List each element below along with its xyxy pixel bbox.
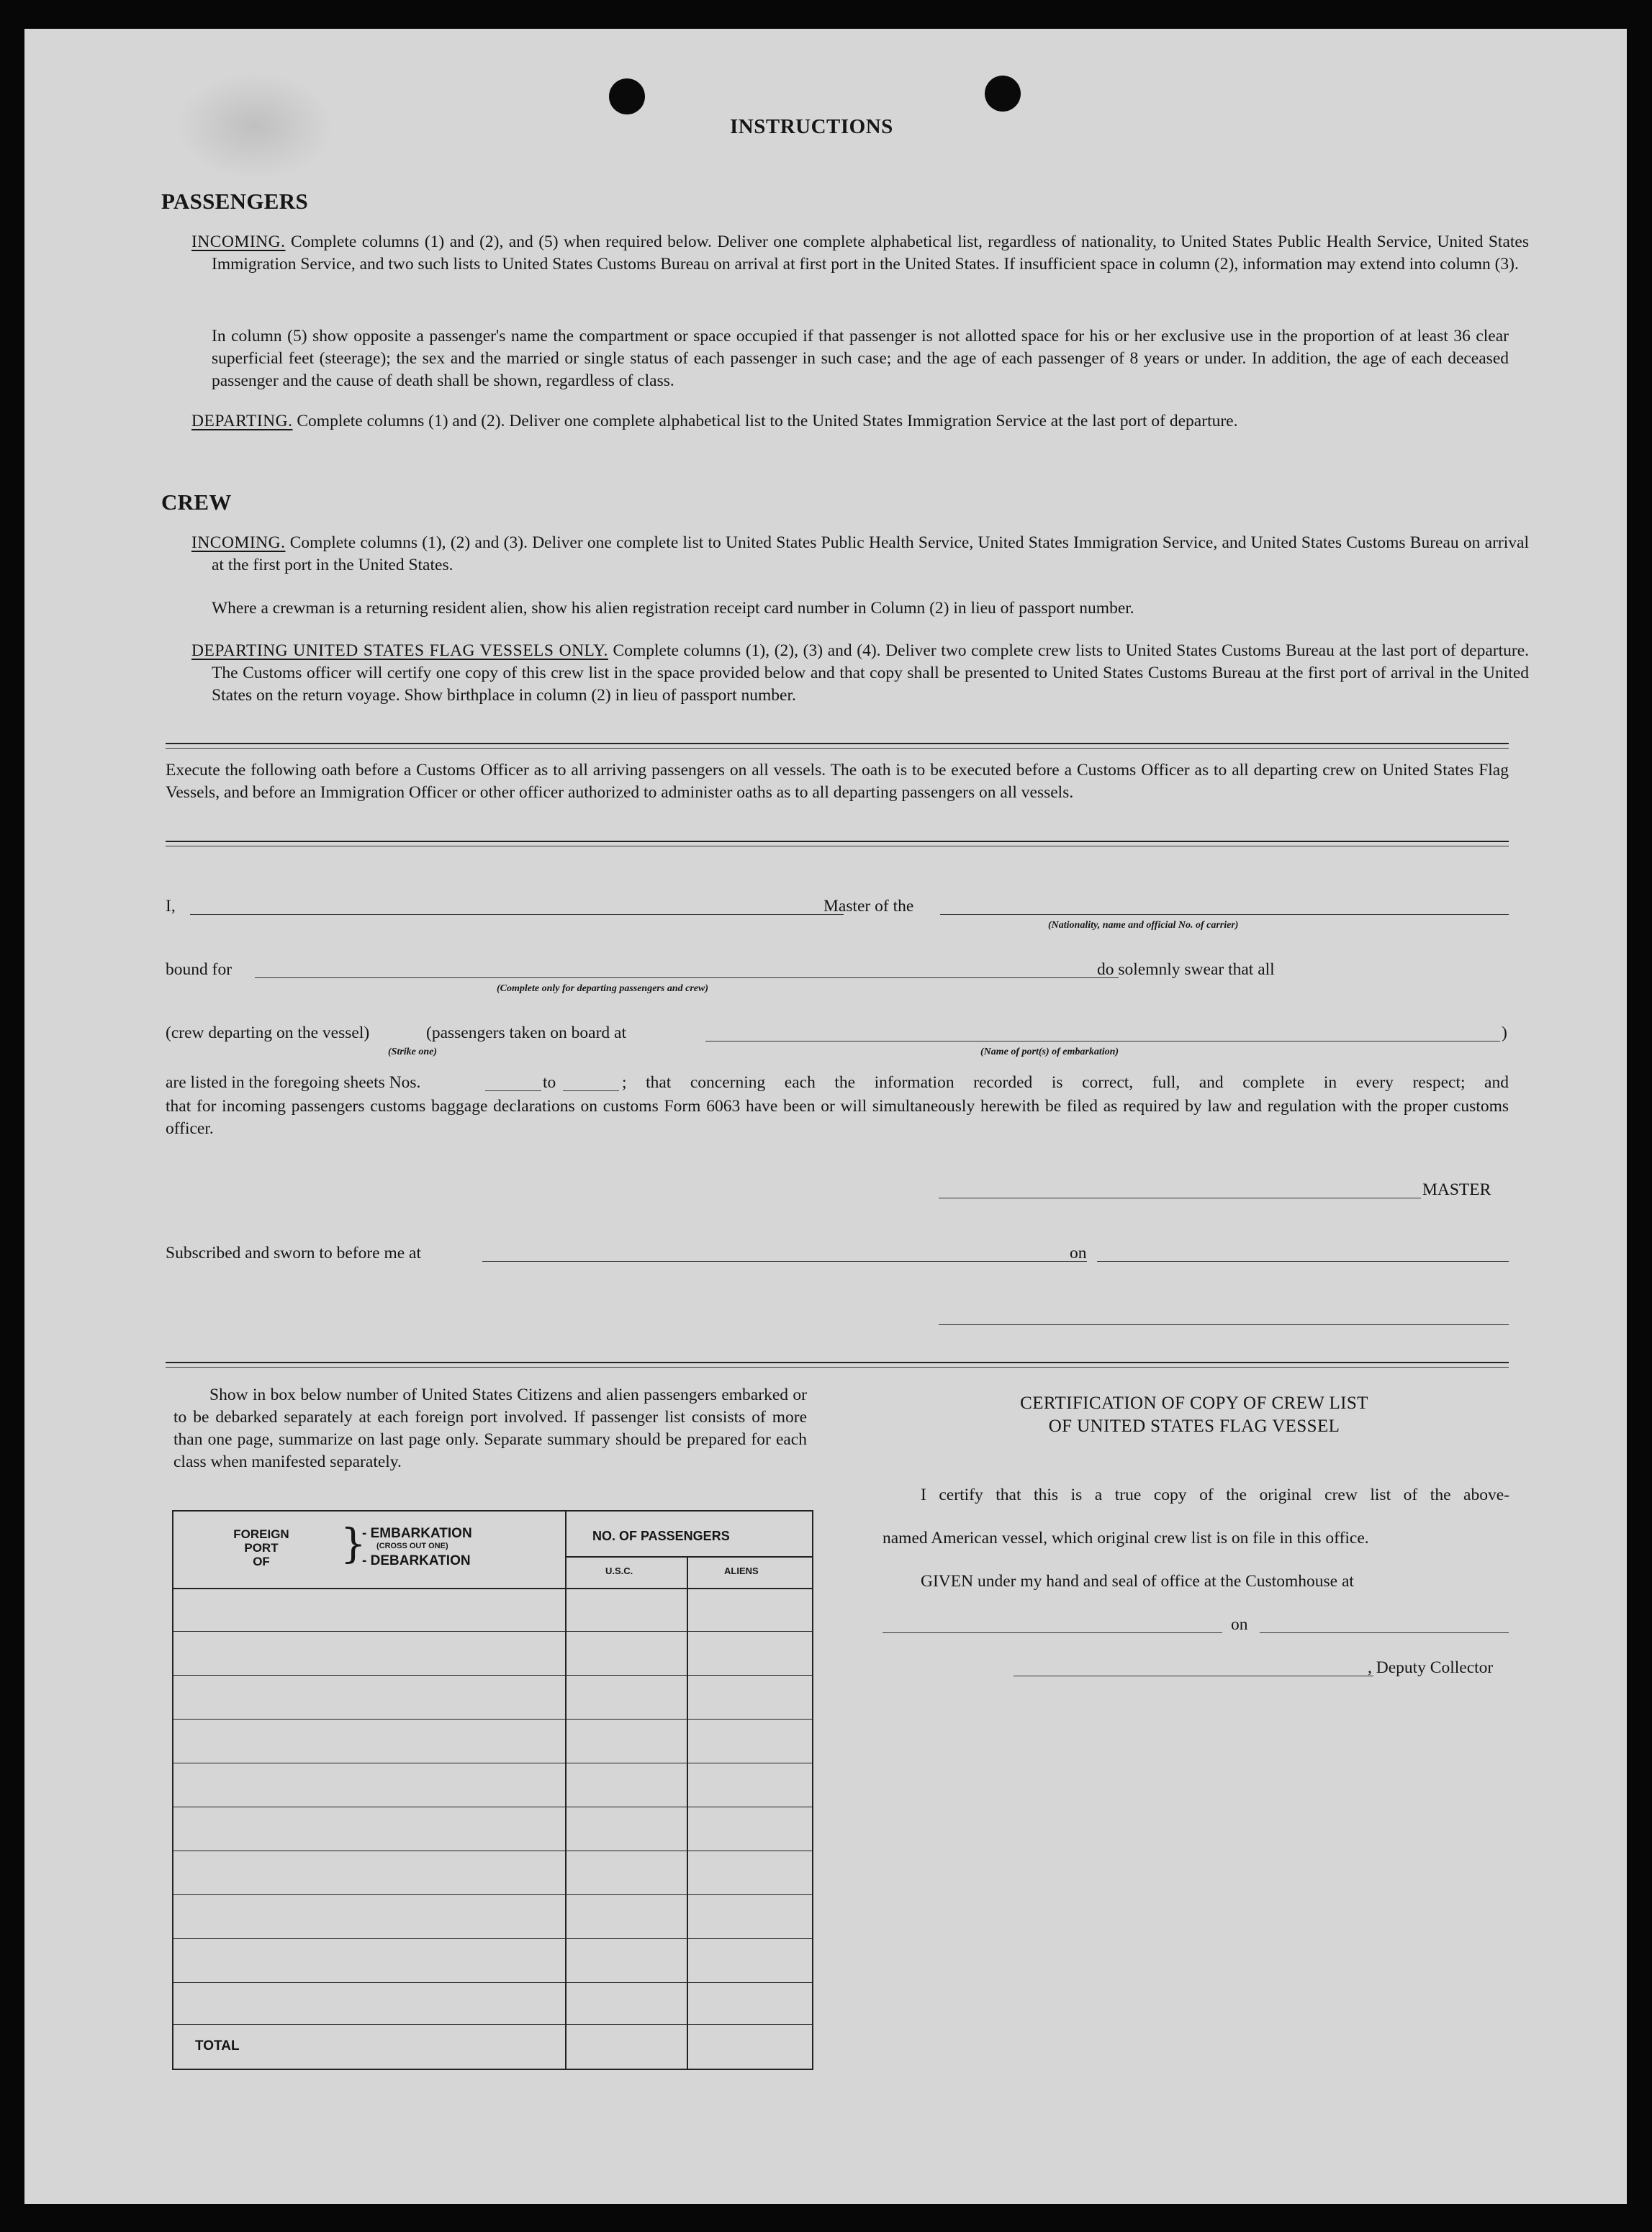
total-label: TOTAL bbox=[195, 2038, 240, 2053]
certification-date-field[interactable] bbox=[1260, 1632, 1509, 1633]
usc-header: U.S.C. bbox=[605, 1565, 633, 1576]
embarkation-header: - EMBARKATION bbox=[362, 1526, 472, 1541]
crew-resident-paragraph: Where a crewman is a returning resident alien, show his alien registration receipt card number in Column (2) in lieu of passport number. bbox=[212, 599, 1134, 618]
port-hint: (Name of port(s) of embarkation) bbox=[980, 1047, 1119, 1057]
foreign-port-of-line: FOREIGN bbox=[233, 1527, 289, 1541]
crew-incoming-label: INCOMING. bbox=[191, 533, 286, 552]
certification-on-label: on bbox=[1231, 1615, 1248, 1634]
faint-stamp-mark bbox=[176, 72, 334, 180]
divider-rule bbox=[166, 1367, 1509, 1368]
master-label: MASTER bbox=[1422, 1180, 1491, 1199]
listed-to: to bbox=[543, 1073, 556, 1092]
bound-for-label: bound for bbox=[166, 960, 233, 979]
table-row[interactable] bbox=[173, 1631, 812, 1632]
passengers-departing-text: Complete columns (1) and (2). Deliver one complete alphabetical list to the United States Immigration Service at the last port of departure. bbox=[297, 412, 1238, 430]
embarkation-port-field[interactable] bbox=[705, 1041, 1500, 1042]
table-row[interactable] bbox=[173, 1938, 812, 1939]
swear-label: do solemnly swear that all bbox=[1097, 960, 1275, 979]
brace-icon: } bbox=[340, 1521, 366, 1568]
passengers-incoming-label: INCOMING. bbox=[191, 232, 286, 251]
listed-prefix: are listed in the foregoing sheets Nos. bbox=[166, 1073, 421, 1092]
deputy-collector-label: , Deputy Collector bbox=[1368, 1658, 1494, 1677]
table-row[interactable] bbox=[173, 1982, 812, 1983]
officer-signature-field[interactable] bbox=[939, 1324, 1509, 1325]
passengers-incoming-text: Complete columns (1) and (2), and (5) when required below. Deliver one complete alphabetical list, regardless of nationality, to United States Public Health Service, United States Immigration Service, and two such lists to United States Customs Bureau on arrival at first port in the United States. If insufficient space in column (2), information may extend into column (3). bbox=[212, 232, 1530, 274]
cross-out-one-note: (CROSS OUT ONE) bbox=[376, 1542, 448, 1550]
divider-rule bbox=[166, 748, 1509, 749]
master-name-field[interactable] bbox=[190, 914, 844, 915]
listed-continuation: that for incoming passengers customs baggage declarations on customs Form 6063 have been or will simultaneously herewith be filed as required by law and regulation with the proper customs officer. bbox=[166, 1097, 1509, 1138]
strike-one-hint: (Strike one) bbox=[388, 1047, 438, 1057]
table-header-divider bbox=[565, 1556, 812, 1558]
summary-instruction: Show in box below number of United States Citizens and alien passengers embarked or to be debarked separately at each foreign port involved. If passenger list consists of more than one page, summarize on last page only. Separate summary should be prepared for each class when manifested separately. bbox=[173, 1386, 807, 1471]
table-row[interactable] bbox=[173, 1675, 812, 1676]
crew-incoming-paragraph bbox=[191, 532, 1529, 577]
certification-title-1: CERTIFICATION OF COPY OF CREW LIST bbox=[1020, 1393, 1368, 1413]
table-row[interactable] bbox=[173, 1894, 812, 1895]
certification-line-2: named American vessel, which original crew list is on file in this office. bbox=[883, 1529, 1369, 1548]
certification-line-3: GIVEN under my hand and seal of office at the Customhouse at bbox=[921, 1572, 1354, 1591]
customhouse-field[interactable] bbox=[883, 1632, 1222, 1633]
passengers-column5-paragraph: In column (5) show opposite a passenger's name the compartment or space occupied if that passenger is not allotted space for his or her exclusive use in the proportion of at least 36 clear superficial feet (steerage); the sex and the married or single status of each passenger in such case; and the age of each passenger of 8 years or under. In addition, the age of each deceased passenger and the cause of death shall be shown, regardless of class. bbox=[212, 327, 1509, 390]
crew-incoming-text: Complete columns (1), (2) and (3). Deliver one complete list to United States Public Health Service, United States Immigration Service, and United States Customs Bureau on arrival at the first port in the United States. bbox=[212, 533, 1529, 574]
aliens-header: ALIENS bbox=[724, 1565, 759, 1576]
divider-rule bbox=[166, 743, 1509, 744]
table-column-divider bbox=[687, 1556, 688, 2069]
subscribed-on-label: on bbox=[1070, 1244, 1087, 1262]
foreign-port-of-header bbox=[225, 1527, 297, 1568]
passengers-heading: PASSENGERS bbox=[161, 189, 308, 214]
oath-i-label: I, bbox=[166, 897, 176, 916]
punch-hole-left bbox=[609, 78, 645, 114]
passengers-departing-label: DEPARTING. bbox=[191, 412, 293, 430]
no-of-passengers-header: NO. OF PASSENGERS bbox=[592, 1529, 730, 1543]
table-row[interactable] bbox=[173, 2024, 812, 2025]
close-paren: ) bbox=[1502, 1024, 1507, 1042]
passenger-summary-table bbox=[172, 1510, 813, 2070]
nationality-hint: (Nationality, name and official No. of carrier) bbox=[1048, 920, 1239, 931]
form-page bbox=[24, 29, 1627, 2204]
listed-suffix: ; that concerning each the information recorded is correct, full, and complete in every respect; and bbox=[622, 1073, 1509, 1092]
instructions-title: INSTRUCTIONS bbox=[730, 115, 893, 138]
table-row[interactable] bbox=[173, 1719, 812, 1720]
crew-heading: CREW bbox=[161, 489, 232, 515]
foreign-port-of-line: OF bbox=[253, 1555, 270, 1568]
sheet-from-field[interactable] bbox=[485, 1090, 541, 1091]
foreign-port-of-line: PORT bbox=[244, 1541, 279, 1555]
carrier-field[interactable] bbox=[940, 914, 1509, 915]
bound-for-field[interactable] bbox=[255, 977, 1119, 978]
punch-hole-right bbox=[985, 76, 1021, 112]
crew-departing-label: DEPARTING UNITED STATES FLAG VESSELS ONLY. bbox=[191, 641, 608, 660]
bound-for-hint: (Complete only for departing passengers and crew) bbox=[497, 983, 708, 994]
debarkation-header: - DEBARKATION bbox=[362, 1553, 471, 1568]
crew-departing-text: Complete columns (1), (2), (3) and (4). Deliver two complete crew lists to United States Customs Bureau at the last port of departure. The Customs officer will certify one copy of this crew list in the space provided below and that copy shall be presented to United States Customs Bureau at the first port of arrival in the United States on the return voyage. Show birthplace in column (2) in lieu of passport number. bbox=[212, 641, 1529, 705]
table-header-divider bbox=[173, 1588, 812, 1589]
oath-instruction-paragraph: Execute the following oath before a Customs Officer as to all arriving passengers on all vessels. The oath is to be executed before a Customs Officer as to all departing crew on United States Flag Vessels, and before an Immigration Officer or other officer authorized to administer oaths as to all departing passengers on all vessels. bbox=[166, 761, 1509, 802]
divider-rule bbox=[166, 1362, 1509, 1363]
sworn-date-field[interactable] bbox=[1097, 1261, 1509, 1262]
crew-departing-paragraph bbox=[191, 640, 1529, 707]
master-of-the-label: Master of the bbox=[823, 897, 914, 916]
table-column-divider bbox=[565, 1512, 567, 2069]
crew-departing-option: (crew departing on the vessel) bbox=[166, 1024, 370, 1042]
passengers-departing-paragraph bbox=[191, 410, 1529, 433]
sheet-to-field[interactable] bbox=[563, 1090, 619, 1091]
certification-title-2: OF UNITED STATES FLAG VESSEL bbox=[1048, 1417, 1340, 1436]
passengers-taken-option: (passengers taken on board at bbox=[426, 1024, 626, 1042]
divider-rule bbox=[166, 841, 1509, 842]
certification-line-1: I certify that this is a true copy of the original crew list of the above- bbox=[921, 1486, 1509, 1504]
subscribed-label: Subscribed and sworn to before me at bbox=[166, 1244, 422, 1262]
passengers-incoming-paragraph bbox=[191, 231, 1529, 276]
sworn-location-field[interactable] bbox=[482, 1261, 1087, 1262]
